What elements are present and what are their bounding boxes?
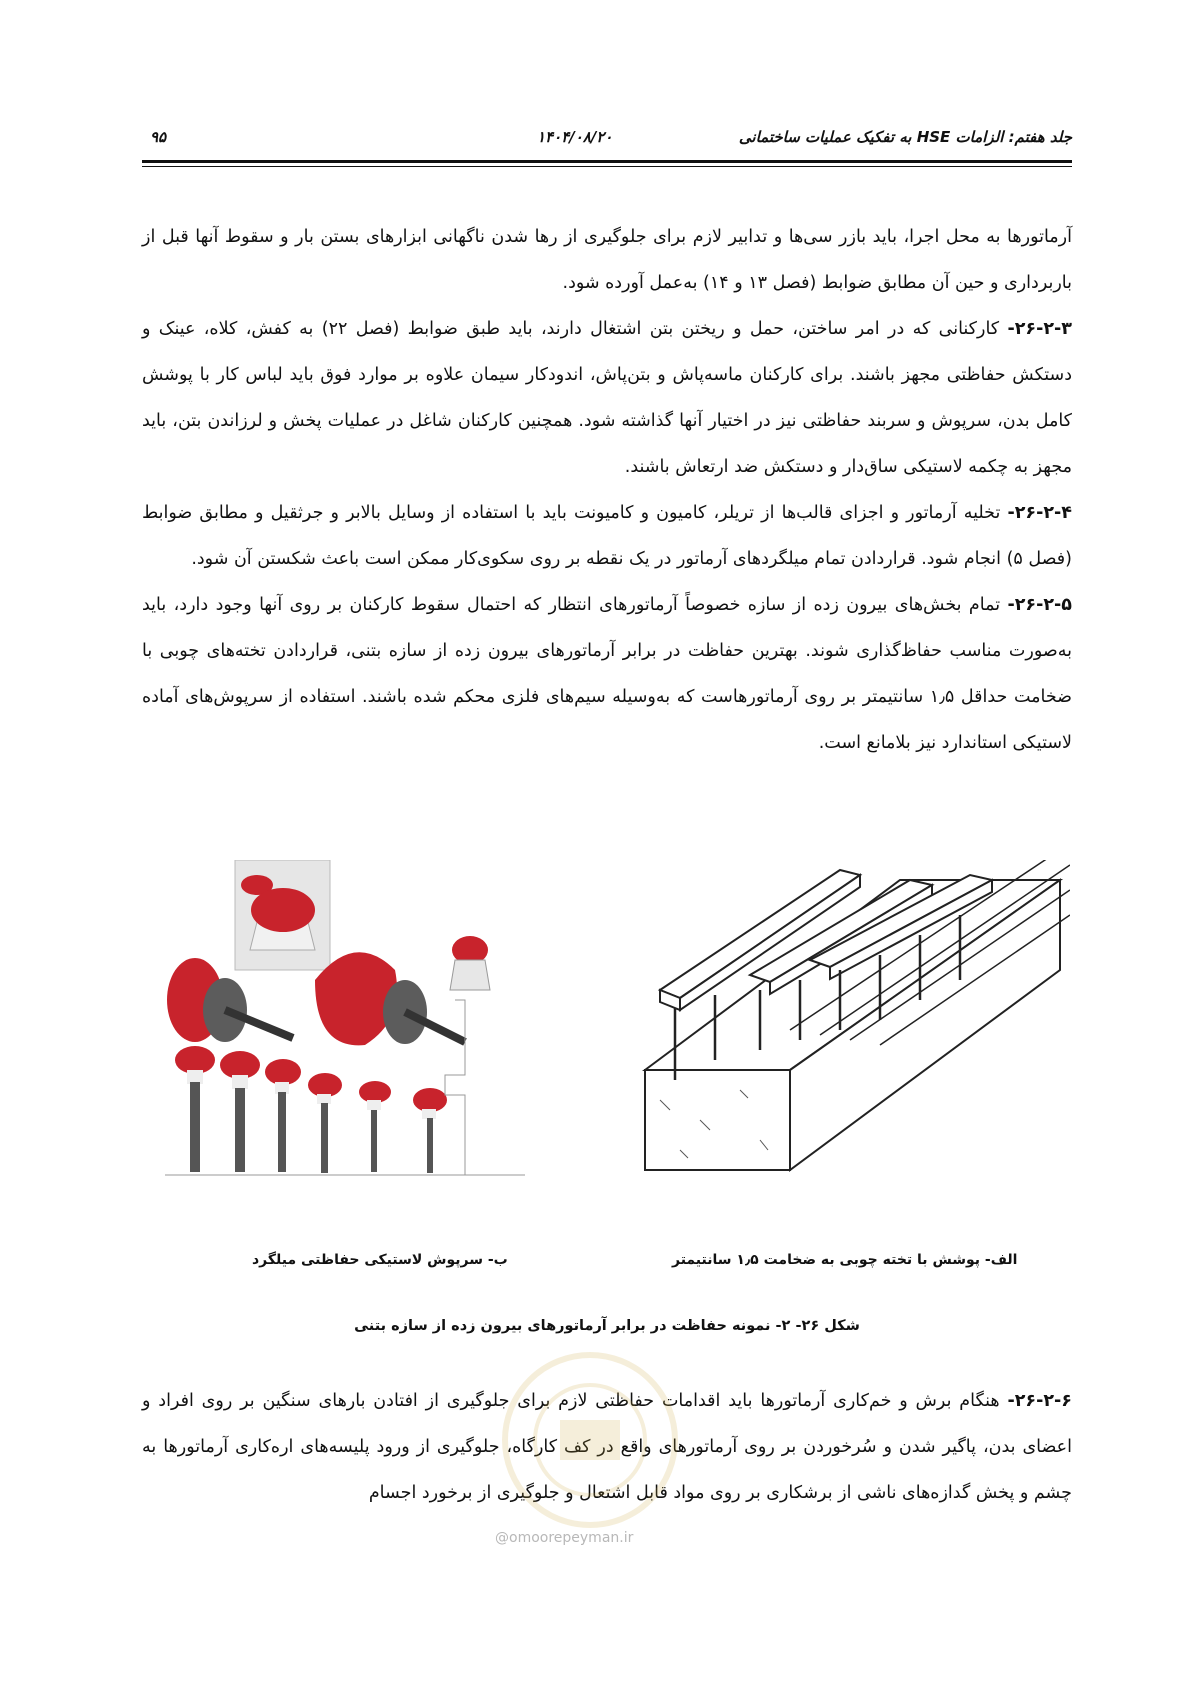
- figure-caption: شکل ۲۶- ۲- نمونه حفاظت در برابر آرماتورهای بیرون زده از سازه بتنی: [354, 1318, 860, 1334]
- body-text-bottom: [142, 1378, 1072, 1516]
- cap-row: [175, 1046, 447, 1173]
- rebar-caps-illustration: [165, 860, 545, 1250]
- paragraph-26-2-6: ۲۶-۲-۶- هنگام برش و خم‌کاری آرماتورها باید اقدامات حفاظتی لازم برای جلوگیری از افتادن بارهای سنگین بر روی افراد و اعضای بدن، پاگیر شدن و سُرخوردن بر روی آرماتورهای واقع در کف کارگاه، جلوگیری از ورود پلیسه‌های اره‌کاری آرماتورها به چشم و پخش گدازه‌های ناشی از برشکاری بر روی مواد قابل اشتعال و جلوگیری از برخورد اجسام: [142, 1391, 1072, 1503]
- subcaption-a: الف- پوشش با تخته چوبی به ضخامت ۱٫۵ سانتیمتر: [672, 1252, 1018, 1268]
- paragraph-26-2-5: ۲۶-۲-۵- تمام بخش‌های بیرون زده از سازه خصوصاً آرماتورهای انتظار که احتمال سقوط کارکنان بر روی آنها وجود دارد، باید به‌صورت مناسب حفاظ‌گذاری شوند. بهترین حفاظت در برابر آرماتورهای بیرون زده از سازه بتنی، قراردادن تخته‌های چوبی با ضخامت حداقل ۱٫۵ سانتیمتر بر روی آرماتورهاست که به‌وسیله سیم‌های فلزی محکم شده باشند. استفاده از سرپوش‌های آماده لاستیکی استاندارد نیز بلامانع است.: [142, 595, 1073, 753]
- clause-number: ۲۶-۲-۴-: [1007, 503, 1072, 523]
- page-number: ۹۵: [150, 128, 167, 146]
- clause-number: ۲۶-۲-۶-: [1007, 1391, 1072, 1411]
- header-date: ۱۴۰۴/۰۸/۲۰: [537, 128, 613, 146]
- subcaption-b: ب- سرپوش لاستیکی حفاظتی میلگرد: [252, 1252, 508, 1268]
- header-rule-thick: [142, 160, 1072, 163]
- clause-number: ۲۶-۲-۳-: [1007, 319, 1072, 339]
- watermark-url: @omoorepeyman.ir: [495, 1530, 634, 1546]
- body-text-top: [142, 214, 1072, 766]
- paragraph-26-2-3: ۲۶-۲-۳- کارکنانی که در امر ساختن، حمل و ریختن بتن اشتغال دارند، باید طبق ضوابط (فصل ۲۲) به کفش، کلاه، عینک و دستکش حفاظتی مجهز باشند. برای کارکنان ماسه‌پاش و بتن‌پاش، اندودکار سیمان علاوه بر موارد فوق باید لباس کار با پوشش کامل بدن، سرپوش و سربند حفاظتی نیز در اختیار آنها گذاشته شود. همچنین کارکنان شاغل در عملیات پخش و لرزاندن بتن، باید مجهز به چکمه لاستیکی ساق‌دار و دستکش ضد ارتعاش باشند.: [142, 319, 1072, 477]
- wooden-plank-cover-illustration: [640, 860, 1070, 1250]
- page-header: [142, 128, 1072, 158]
- clause-number: ۲۶-۲-۵-: [1007, 595, 1072, 615]
- paragraph-continuation: آرماتورها به محل اجرا، باید بازر سی‌ها و تدابیر لازم برای جلوگیری از رها شدن ناگهانی ابزارهای بستن بار و سقوط آنها قبل از باربرداری و حین آن مطابق ضوابط (فصل ۱۳ و ۱۴) به‌عمل آورده شود.: [142, 227, 1072, 293]
- header-title: جلد هفتم: الزامات HSE به تفکیک عملیات ساختمانی: [738, 128, 1072, 146]
- paragraph-26-2-4: ۲۶-۲-۴- تخلیه آرماتور و اجزای قالب‌ها از تریلر، کامیون و کامیونت باید با استفاده از وسایل بالابر و جرثقیل و مطابق ضوابط (فصل ۵) انجام شود. قراردادن تمام میلگردهای آرماتور در یک نقطه بر روی سکوی‌کار ممکن است باعث شکستن آن شود.: [142, 503, 1072, 569]
- header-rule-thin: [142, 166, 1072, 167]
